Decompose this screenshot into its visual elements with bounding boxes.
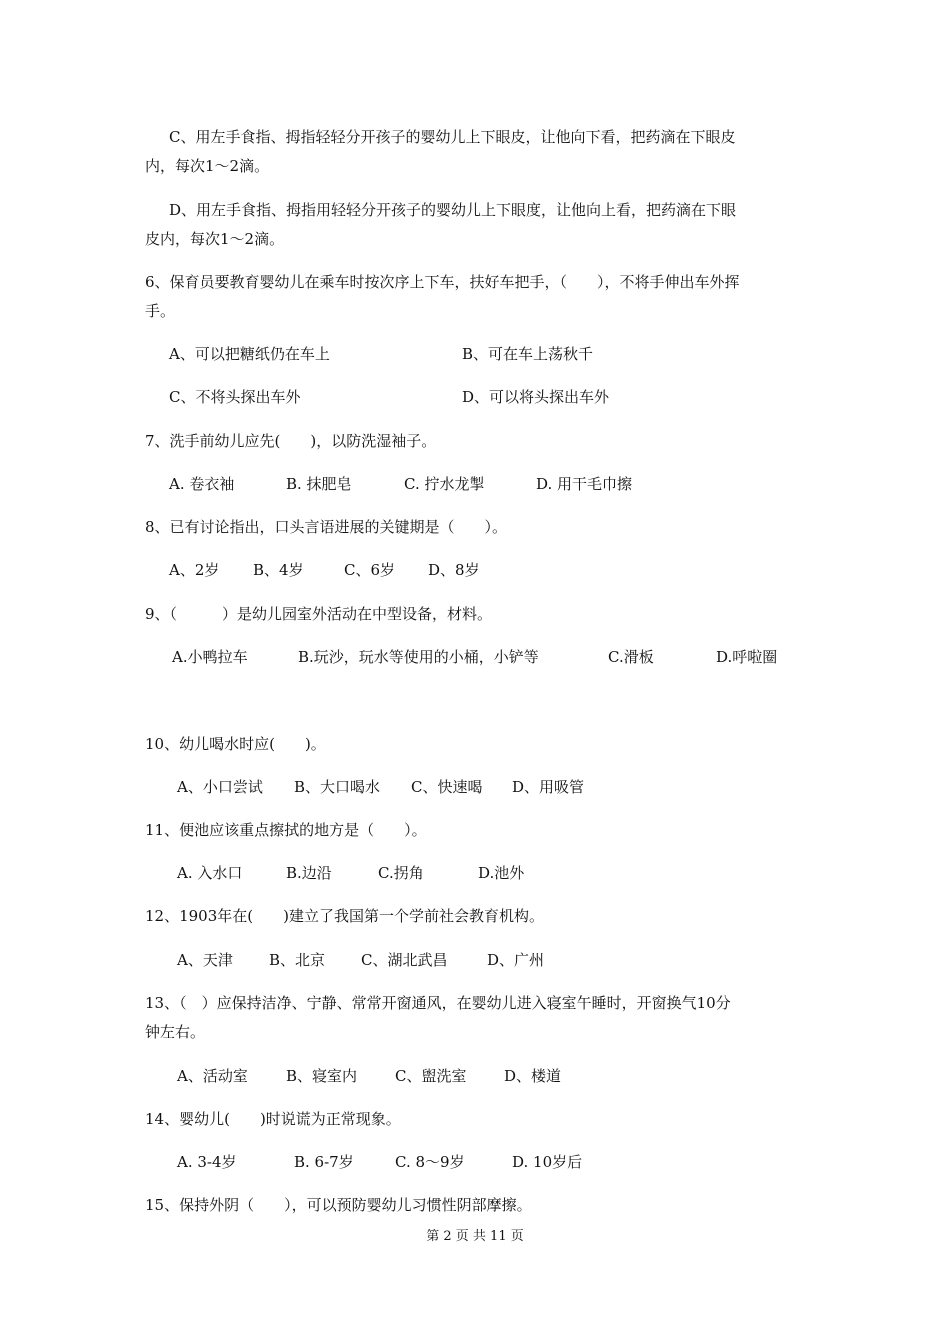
q11-option-d: D.池外: [478, 864, 525, 882]
q14-option-c: C. 8～9岁: [395, 1153, 465, 1171]
q10-option-d: D、用吸管: [512, 778, 585, 796]
page-number-footer: 第 2 页 共 11 页: [426, 1229, 524, 1244]
question-9: 9、（ ）是幼儿园室外活动在中型设备，材料。: [145, 605, 493, 623]
question-13-line1: 13、（ ）应保持洁净、宁静、常常开窗通风，在婴幼儿进入寝室午睡时，开窗换气10分: [145, 994, 731, 1012]
q6-option-a: A、可以把糖纸仍在车上: [169, 345, 330, 363]
question-6-line1: 6、保育员要教育婴幼儿在乘车时按次序上下车，扶好车把手，（ ），不将手伸出车外挥: [145, 273, 740, 291]
q10-option-b: B、大口喝水: [294, 778, 381, 796]
q8-option-b: B、4岁: [253, 561, 304, 579]
q9-option-a: A.小鸭拉车: [172, 648, 248, 666]
q6-option-d: D、可以将头探出车外: [462, 388, 610, 406]
q7-option-d: D. 用干毛巾擦: [536, 475, 633, 493]
q13-option-d: D、楼道: [504, 1067, 562, 1085]
q5-option-c-line1: C、用左手食指、拇指轻轻分开孩子的婴幼儿上下眼皮，让他向下看，把药滴在下眼皮: [169, 128, 736, 146]
question-8: 8、已有讨论指出，口头言语进展的关键期是（ ）。: [145, 518, 508, 536]
q7-option-a: A. 卷衣袖: [169, 475, 235, 493]
q14-option-d: D. 10岁后: [512, 1153, 583, 1171]
q13-option-c: C、盥洗室: [395, 1067, 467, 1085]
q5-option-d-line1: D、用左手食指、拇指用轻轻分开孩子的婴幼儿上下眼度，让他向上看，把药滴在下眼: [169, 201, 737, 219]
question-11: 11、便池应该重点擦拭的地方是（ ）。: [145, 821, 427, 839]
question-6-line2: 手。: [145, 302, 176, 320]
q13-option-a: A、活动室: [177, 1067, 248, 1085]
q12-option-a: A、天津: [177, 951, 233, 969]
q9-option-c: C.滑板: [608, 648, 654, 666]
q11-option-b: B.边沿: [286, 864, 332, 882]
q11-option-c: C.拐角: [378, 864, 424, 882]
q7-option-c: C. 拧水龙掣: [404, 475, 485, 493]
q5-option-c-line2: 内，每次1～2滴。: [145, 157, 270, 175]
q8-option-d: D、8岁: [428, 561, 480, 579]
q14-option-b: B. 6-7岁: [294, 1153, 354, 1171]
q14-option-a: A. 3-4岁: [177, 1153, 237, 1171]
question-12: 12、1903年在( )建立了我国第一个学前社会教育机构。: [145, 907, 544, 925]
q10-option-c: C、快速喝: [411, 778, 483, 796]
question-7: 7、洗手前幼儿应先( )，以防洗湿袖子。: [145, 432, 437, 450]
question-14: 14、婴幼儿( )时说谎为正常现象。: [145, 1110, 401, 1128]
q13-option-b: B、寝室内: [286, 1067, 358, 1085]
q5-option-d-line2: 皮内，每次1～2滴。: [145, 230, 285, 248]
q10-option-a: A、小口尝试: [177, 778, 263, 796]
q12-option-d: D、广州: [487, 951, 545, 969]
q8-option-a: A、2岁: [169, 561, 220, 579]
q7-option-b: B. 抹肥皂: [286, 475, 352, 493]
q6-option-b: B、可在车上荡秋千: [462, 345, 594, 363]
q12-option-b: B、北京: [269, 951, 326, 969]
q6-option-c: C、不将头探出车外: [169, 388, 301, 406]
question-10: 10、幼儿喝水时应( )。: [145, 735, 326, 753]
question-13-line2: 钟左右。: [145, 1023, 206, 1041]
question-15: 15、保持外阴（ ），可以预防婴幼儿习惯性阴部摩擦。: [145, 1196, 532, 1214]
q9-option-b: B.玩沙，玩水等使用的小桶，小铲等: [298, 648, 539, 666]
q12-option-c: C、湖北武昌: [361, 951, 448, 969]
q9-option-d: D.呼啦圈: [716, 648, 778, 666]
q11-option-a: A. 入水口: [177, 864, 243, 882]
q8-option-c: C、6岁: [344, 561, 396, 579]
